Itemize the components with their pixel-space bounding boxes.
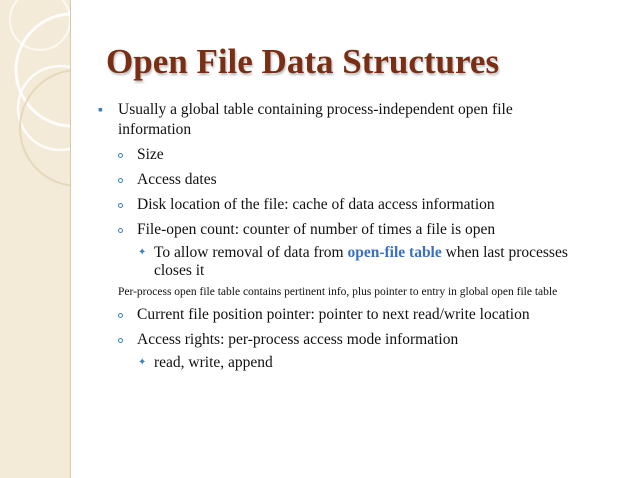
sub-item-disk-location: Disk location of the file: cache of data access information <box>137 196 495 213</box>
circle-bullet-icon <box>118 153 123 158</box>
slide-title: Open File Data Structures <box>106 42 500 81</box>
per-process-note: Per-process open file table contains pertinent info, plus pointer to entry in global open file table <box>118 286 558 298</box>
sub-sub-pre: To allow removal of data from <box>154 244 348 261</box>
star-bullet-icon: ✦ <box>138 357 147 368</box>
sub-item-position-pointer: Current file position pointer: pointer to next read/write location <box>137 306 530 323</box>
circle-bullet-icon <box>118 203 123 208</box>
sub-item-size: Size <box>137 146 164 163</box>
sub-item-file-open-count: File-open count: counter of number of times a file is open <box>137 221 496 238</box>
star-bullet-icon: ✦ <box>138 247 147 258</box>
circle-bullet-icon <box>118 178 123 183</box>
sub-sub-post: when last processes <box>441 244 568 261</box>
sub-item-access-rights: Access rights: per-process access mode information <box>137 331 459 348</box>
circle-bullet-icon <box>118 313 123 318</box>
square-bullet-icon: ▪ <box>98 103 103 118</box>
circle-bullet-icon <box>118 228 123 233</box>
sub-sub-item-line1 <box>154 243 568 263</box>
main-bullet-line1: Usually a global table containing process-independent open file <box>118 101 513 118</box>
sub-sub-item-line2: closes it <box>154 262 205 279</box>
sub-sub-item-2: read, write, append <box>154 354 273 371</box>
sub-item-access-dates: Access dates <box>137 171 217 188</box>
circle-bullet-icon <box>118 338 123 343</box>
open-file-table-highlight: open-file table <box>347 244 442 261</box>
main-bullet-line2: information <box>118 121 192 138</box>
